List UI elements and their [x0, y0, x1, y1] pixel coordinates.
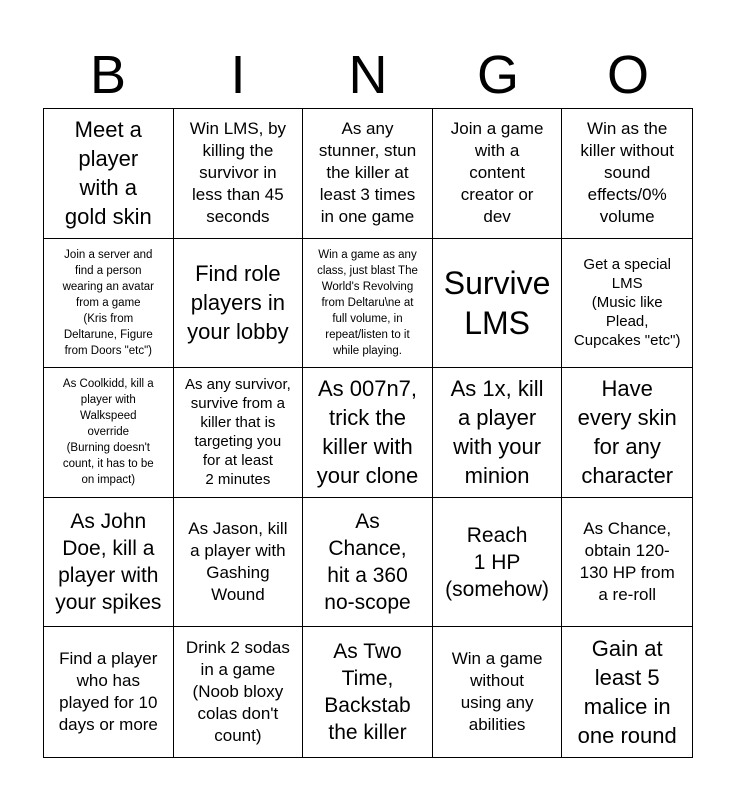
bingo-cell[interactable] [562, 239, 692, 369]
cell-text: Gain at least 5 malice in one round [577, 636, 677, 749]
bingo-cell[interactable] [303, 368, 433, 498]
bingo-board [43, 108, 693, 758]
cell-text: As Coolkidd, kill a player with Walkspeed override (Burning doesn't count, it has to be on impact) [62, 378, 154, 487]
cell-text: As any survivor, survive from a killer that is targeting you for at least 2 minutes [184, 376, 291, 489]
header-letter-n: N [348, 45, 388, 105]
cell-text: Have every skin for any character [577, 376, 677, 489]
cell-text: Find role players in your lobby [187, 261, 289, 345]
bingo-header [43, 44, 693, 106]
bingo-cell[interactable] [562, 498, 692, 628]
bingo-cell[interactable] [174, 627, 304, 757]
bingo-cell[interactable] [562, 368, 692, 498]
cell-text: Reach 1 HP (somehow) [445, 523, 550, 601]
cell-text: As Two Time, Backstab the killer [324, 640, 411, 745]
bingo-cell[interactable] [433, 368, 563, 498]
cell-text: Win a game without using any abilities [451, 649, 543, 735]
bingo-cell[interactable] [303, 627, 433, 757]
bingo-cell[interactable] [433, 109, 563, 239]
cell-text: Win as the killer without sound effects/0% volume [580, 119, 674, 227]
header-letter-g: G [476, 45, 519, 105]
cell-text: Find a player who has played for 10 days or more [58, 649, 158, 735]
cell-text: As John Doe, kill a player with your spikes [55, 510, 162, 615]
bingo-cell[interactable] [174, 109, 304, 239]
cell-text: As 1x, kill a player with your minion [450, 376, 544, 489]
bingo-cell[interactable] [44, 368, 174, 498]
cell-text: Drink 2 sodas in a game (Noob bloxy colas don't count) [185, 638, 290, 746]
cell-text: Win a game as any class, just blast The World's Revolving from Deltaru\ne at full volume, in repeat/listen to it while playing. [317, 248, 418, 357]
bingo-cell[interactable] [44, 109, 174, 239]
bingo-cell[interactable] [174, 498, 304, 628]
cell-text: As Chance, obtain 120- 130 HP from a re-roll [579, 519, 675, 605]
cell-text: As Jason, kill a player with Gashing Wound [188, 519, 288, 605]
bingo-cell[interactable] [303, 109, 433, 239]
cell-text: As Chance, hit a 360 no-scope [324, 510, 411, 615]
bingo-cell[interactable] [174, 239, 304, 369]
cell-text: As any stunner, stun the killer at least 3 times in one game [318, 119, 417, 227]
bingo-cell-center[interactable] [433, 239, 563, 369]
cell-text: Survive LMS [443, 264, 551, 341]
bingo-cell[interactable] [44, 627, 174, 757]
bingo-cell[interactable] [433, 627, 563, 757]
cell-text: As 007n7, trick the killer with your clone [316, 376, 419, 489]
bingo-cell[interactable] [562, 109, 692, 239]
cell-text: Meet a player with a gold skin [64, 117, 152, 230]
cell-text: Join a server and find a person wearing an avatar from a game (Kris from Deltarune, Figure from Doors "etc") [62, 248, 154, 357]
bingo-cell[interactable] [303, 498, 433, 628]
header-letter-b: B [89, 45, 127, 105]
header-letter-i: I [230, 45, 246, 105]
cell-text: Join a game with a content creator or dev [450, 119, 544, 227]
cell-text: Win LMS, by killing the survivor in less than 45 seconds [189, 119, 287, 227]
cell-text: Get a special LMS (Music like Plead, Cupcakes "etc") [573, 256, 681, 350]
bingo-cell[interactable] [303, 239, 433, 369]
header-letter-o: O [606, 45, 649, 105]
bingo-cell[interactable] [174, 368, 304, 498]
bingo-cell[interactable] [44, 498, 174, 628]
bingo-cell[interactable] [44, 239, 174, 369]
bingo-cell[interactable] [562, 627, 692, 757]
bingo-cell[interactable] [433, 498, 563, 628]
